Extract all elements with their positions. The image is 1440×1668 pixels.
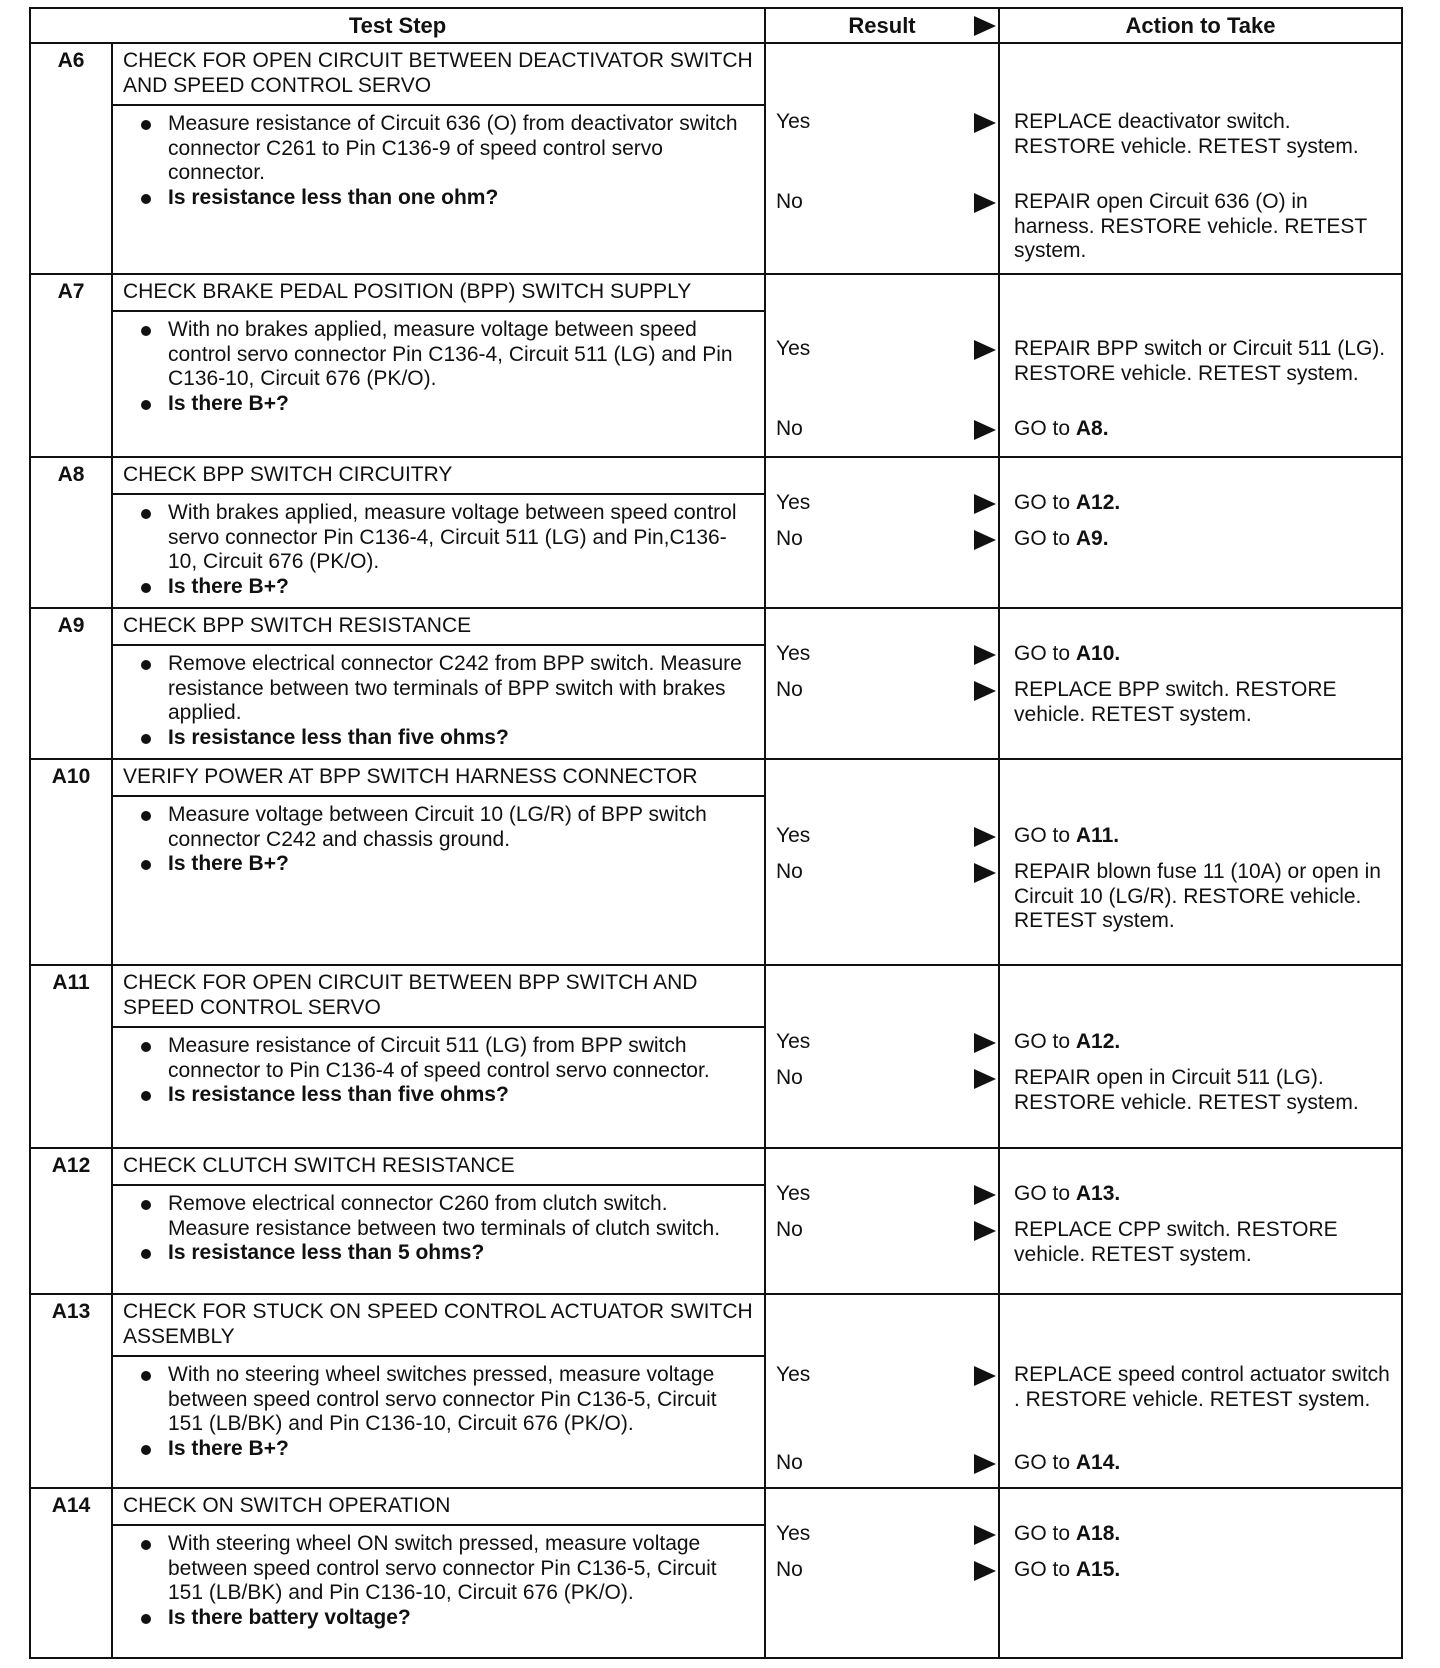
arrow-right-icon: [974, 1366, 996, 1386]
step-title: CHECK BPP SWITCH RESISTANCE: [111, 609, 764, 646]
arrow-right-icon: [974, 863, 996, 883]
table-header-row: [30, 8, 1402, 43]
result-label: Yes: [776, 491, 811, 514]
action-text: [1014, 642, 1393, 667]
arrow-right-icon: [974, 113, 996, 133]
step-question: Is there B+?: [141, 852, 754, 877]
step-test-cell: [112, 457, 765, 608]
step-question: Is there B+?: [141, 1437, 754, 1462]
arrow-right-icon: [974, 1525, 996, 1545]
result-yes: [776, 1030, 996, 1055]
arrow-right-icon: [974, 1561, 996, 1581]
result-label: Yes: [776, 1522, 811, 1545]
step-instructions: [113, 1028, 764, 1116]
result-label: No: [776, 417, 803, 440]
action-cell: [999, 457, 1402, 608]
action-text: [1014, 491, 1393, 516]
step-title: CHECK FOR OPEN CIRCUIT BETWEEN DEACTIVATOR SWITCH AND SPEED CONTROL SERVO: [111, 44, 764, 106]
result-label: No: [776, 527, 803, 550]
test-step-row: [30, 1488, 1402, 1658]
step-question: Is resistance less than one ohm?: [141, 186, 754, 211]
test-step-row: [30, 457, 1402, 608]
step-instruction: With brakes applied, measure voltage between speed control servo connector Pin C136-4, Circuit 511 (LG) and Pin,C136-10, Circuit 676 (PK/O).: [141, 501, 754, 575]
action-text: [1014, 1558, 1393, 1583]
action-text: [1014, 1218, 1393, 1267]
arrow-right-icon: [974, 1454, 996, 1474]
action-text: [1014, 1522, 1393, 1547]
step-title: CHECK BRAKE PEDAL POSITION (BPP) SWITCH SUPPLY: [111, 275, 764, 312]
goto-step-ref: A13.: [1075, 1182, 1121, 1205]
step-id: A7: [30, 274, 112, 457]
result-cell: [765, 608, 999, 759]
action-label: GO to: [1014, 642, 1071, 665]
step-instructions: [113, 1357, 764, 1469]
action-text: [1014, 860, 1393, 934]
action-label: GO to: [1014, 1182, 1071, 1205]
step-instructions: [113, 1526, 764, 1638]
action-label: REPAIR BPP switch or Circuit 511 (LG). RESTORE vehicle. RETEST system.: [1014, 337, 1386, 385]
action-label: REPLACE CPP switch. RESTORE vehicle. RETEST system.: [1014, 1218, 1338, 1266]
result-cell: [765, 457, 999, 608]
action-label: REPAIR open in Circuit 511 (LG). RESTORE vehicle. RETEST system.: [1014, 1066, 1359, 1114]
arrow-right-icon: [974, 827, 996, 847]
action-text: [1014, 1451, 1393, 1476]
action-label: GO to: [1014, 1451, 1071, 1474]
action-text: [1014, 417, 1393, 442]
step-question: Is there B+?: [141, 392, 754, 417]
test-step-row: [30, 274, 1402, 457]
test-step-row: [30, 608, 1402, 759]
arrow-right-icon: [974, 1185, 996, 1205]
result-label: Yes: [776, 110, 811, 133]
action-label: GO to: [1014, 824, 1071, 847]
result-no: [776, 1218, 996, 1243]
result-no: [776, 1066, 996, 1091]
action-label: REPLACE speed control actuator switch . RESTORE vehicle. RETEST system.: [1014, 1363, 1390, 1411]
step-instructions: [113, 1186, 764, 1274]
result-yes: [776, 1522, 996, 1547]
result-label: Yes: [776, 642, 811, 665]
action-label: GO to: [1014, 417, 1071, 440]
result-cell: [765, 965, 999, 1148]
test-step-row: [30, 43, 1402, 274]
action-cell: [999, 1294, 1402, 1488]
action-label: REPAIR blown fuse 11 (10A) or open in Circuit 10 (LG/R). RESTORE vehicle. RETEST system.: [1014, 860, 1381, 932]
result-label: Yes: [776, 1363, 811, 1386]
result-label: Yes: [776, 824, 811, 847]
goto-step-ref: A9.: [1075, 527, 1109, 550]
step-instruction: Measure resistance of Circuit 511 (LG) from BPP switch connector to Pin C136-4 of speed control servo connector.: [141, 1034, 754, 1083]
action-cell: [999, 43, 1402, 274]
step-id: A6: [30, 43, 112, 274]
test-step-row: [30, 965, 1402, 1148]
step-id: A11: [30, 965, 112, 1148]
action-cell: [999, 608, 1402, 759]
action-label: GO to: [1014, 1558, 1071, 1581]
result-yes: [776, 1182, 996, 1207]
step-question: Is resistance less than five ohms?: [141, 726, 754, 751]
result-label: No: [776, 190, 803, 213]
action-text: [1014, 527, 1393, 552]
step-test-cell: [112, 1294, 765, 1488]
result-label: No: [776, 1558, 803, 1581]
action-cell: [999, 965, 1402, 1148]
header-result: [765, 8, 999, 43]
result-no: [776, 190, 996, 215]
goto-step-ref: A14.: [1075, 1451, 1121, 1474]
result-no: [776, 527, 996, 552]
step-instruction: Measure resistance of Circuit 636 (O) from deactivator switch connector C261 to Pin C136-9 of speed control servo connector.: [141, 112, 754, 186]
goto-step-ref: A10.: [1075, 642, 1121, 665]
result-label: Yes: [776, 1030, 811, 1053]
result-yes: [776, 110, 996, 135]
result-cell: [765, 759, 999, 965]
step-instruction: Remove electrical connector C260 from clutch switch. Measure resistance between two terminals of clutch switch.: [141, 1192, 754, 1241]
action-text: [1014, 1182, 1393, 1207]
step-id: A12: [30, 1148, 112, 1294]
action-text: [1014, 1066, 1393, 1115]
result-cell: [765, 1148, 999, 1294]
action-label: REPAIR open Circuit 636 (O) in harness. RESTORE vehicle. RETEST system.: [1014, 190, 1367, 262]
step-test-cell: [112, 759, 765, 965]
step-test-cell: [112, 1488, 765, 1658]
step-instructions: [113, 312, 764, 424]
step-title: CHECK FOR STUCK ON SPEED CONTROL ACTUATOR SWITCH ASSEMBLY: [111, 1295, 764, 1357]
goto-step-ref: A12.: [1075, 1030, 1121, 1053]
action-text: [1014, 824, 1393, 849]
action-text: [1014, 1030, 1393, 1055]
step-title: CHECK BPP SWITCH CIRCUITRY: [111, 458, 764, 495]
action-label: GO to: [1014, 491, 1071, 514]
arrow-right-icon: [974, 193, 996, 213]
step-instruction: Measure voltage between Circuit 10 (LG/R) of BPP switch connector C242 and chassis ground.: [141, 803, 754, 852]
test-step-row: [30, 1148, 1402, 1294]
result-cell: [765, 1488, 999, 1658]
step-question: Is there battery voltage?: [141, 1606, 754, 1631]
result-yes: [776, 337, 996, 362]
arrow-right-icon: [974, 494, 996, 514]
action-label: GO to: [1014, 1030, 1071, 1053]
step-test-cell: [112, 965, 765, 1148]
result-label: Yes: [776, 1182, 811, 1205]
action-cell: [999, 1148, 1402, 1294]
step-instruction: With no steering wheel switches pressed, measure voltage between speed control servo connector Pin C136-5, Circuit 151 (LB/BK) and Pin C136-10, Circuit 676 (PK/O).: [141, 1363, 754, 1437]
step-test-cell: [112, 1148, 765, 1294]
test-step-row: [30, 1294, 1402, 1488]
result-label: No: [776, 678, 803, 701]
arrow-right-icon: [974, 1069, 996, 1089]
result-label: Yes: [776, 337, 811, 360]
action-text: [1014, 337, 1393, 386]
result-no: [776, 678, 996, 703]
result-yes: [776, 491, 996, 516]
step-instruction: With steering wheel ON switch pressed, measure voltage between speed control servo connector Pin C136-5, Circuit 151 (LB/BK) and Pin C136-10, Circuit 676 (PK/O).: [141, 1532, 754, 1606]
step-instruction: Remove electrical connector C242 from BPP switch. Measure resistance between two terminals of BPP switch with brakes applied.: [141, 652, 754, 726]
result-no: [776, 417, 996, 442]
arrow-right-icon: [974, 645, 996, 665]
goto-step-ref: A15.: [1075, 1558, 1121, 1581]
step-test-cell: [112, 43, 765, 274]
test-step-row: [30, 759, 1402, 965]
step-id: A13: [30, 1294, 112, 1488]
result-yes: [776, 642, 996, 667]
step-title: CHECK ON SWITCH OPERATION: [111, 1489, 764, 1526]
arrow-right-icon: [974, 1033, 996, 1053]
step-instructions: [113, 646, 764, 758]
step-question: Is resistance less than five ohms?: [141, 1083, 754, 1108]
step-title: VERIFY POWER AT BPP SWITCH HARNESS CONNECTOR: [111, 760, 764, 797]
action-label: REPLACE deactivator switch. RESTORE vehicle. RETEST system.: [1014, 110, 1359, 158]
header-action: Action to Take: [999, 8, 1402, 43]
step-instructions: [113, 495, 764, 607]
action-cell: [999, 1488, 1402, 1658]
arrow-right-icon: [974, 16, 996, 36]
diagnostic-table-page: [29, 7, 1401, 1659]
result-yes: [776, 824, 996, 849]
goto-step-ref: A18.: [1075, 1522, 1121, 1545]
goto-step-ref: A11.: [1075, 824, 1120, 847]
step-id: A9: [30, 608, 112, 759]
goto-step-ref: A12.: [1075, 491, 1121, 514]
header-test-step: Test Step: [30, 8, 765, 43]
result-label: No: [776, 1451, 803, 1474]
action-text: [1014, 190, 1393, 264]
arrow-right-icon: [974, 1221, 996, 1241]
result-cell: [765, 1294, 999, 1488]
arrow-right-icon: [974, 681, 996, 701]
pinpoint-test-table: [29, 7, 1403, 1659]
result-no: [776, 1558, 996, 1583]
action-cell: [999, 759, 1402, 965]
step-question: Is there B+?: [141, 575, 754, 600]
action-text: [1014, 678, 1393, 727]
step-instructions: [113, 106, 764, 218]
action-text: [1014, 1363, 1393, 1412]
goto-step-ref: A8.: [1075, 417, 1109, 440]
step-id: A8: [30, 457, 112, 608]
result-no: [776, 1451, 996, 1476]
step-id: A14: [30, 1488, 112, 1658]
step-instructions: [113, 797, 764, 885]
arrow-right-icon: [974, 340, 996, 360]
step-test-cell: [112, 274, 765, 457]
step-id: A10: [30, 759, 112, 965]
arrow-right-icon: [974, 420, 996, 440]
action-label: GO to: [1014, 1522, 1071, 1545]
action-label: GO to: [1014, 527, 1071, 550]
arrow-right-icon: [974, 530, 996, 550]
result-no: [776, 860, 996, 885]
result-cell: [765, 43, 999, 274]
step-instruction: With no brakes applied, measure voltage between speed control servo connector Pin C136-4, Circuit 511 (LG) and Pin C136-10, Circuit 676 (PK/O).: [141, 318, 754, 392]
action-label: REPLACE BPP switch. RESTORE vehicle. RETEST system.: [1014, 678, 1337, 726]
result-label: No: [776, 1218, 803, 1241]
result-label: No: [776, 860, 803, 883]
result-yes: [776, 1363, 996, 1388]
step-title: CHECK CLUTCH SWITCH RESISTANCE: [111, 1149, 764, 1186]
result-label: No: [776, 1066, 803, 1089]
result-cell: [765, 274, 999, 457]
action-cell: [999, 274, 1402, 457]
step-question: Is resistance less than 5 ohms?: [141, 1241, 754, 1266]
action-text: [1014, 110, 1393, 159]
step-title: CHECK FOR OPEN CIRCUIT BETWEEN BPP SWITCH AND SPEED CONTROL SERVO: [111, 966, 764, 1028]
step-test-cell: [112, 608, 765, 759]
header-result-label: Result: [848, 12, 916, 38]
